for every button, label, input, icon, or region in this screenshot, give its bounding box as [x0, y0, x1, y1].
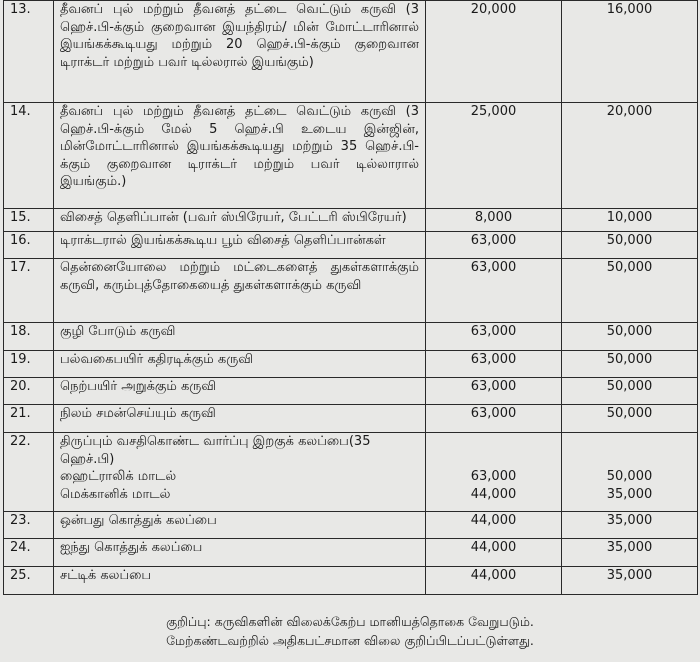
sub-item-label: ஹைட்ராலிக் மாடல்	[60, 469, 177, 484]
row-number: 23.	[4, 512, 54, 539]
subsidy-value: 50,000	[562, 259, 698, 323]
subsidy-value: 16,000	[562, 1, 698, 103]
row-number: 17.	[4, 259, 54, 323]
subsidy-value: 50,000	[562, 405, 698, 433]
subsidy-value: 35,000	[562, 567, 698, 595]
price-value: 63,000	[426, 259, 562, 323]
subsidy-value: 35,000	[562, 539, 698, 567]
item-name: சட்டிக் கலப்பை	[54, 567, 426, 595]
table-row	[4, 1, 698, 103]
subsidy-table	[3, 0, 698, 595]
subsidy-value: 35,000	[606, 486, 653, 502]
price-value: 63,000	[426, 378, 562, 405]
table-row	[4, 405, 698, 433]
subsidy-value: 50,000	[562, 378, 698, 405]
item-name-group	[54, 433, 426, 512]
table-row	[4, 433, 698, 512]
footnote-line: குறிப்பு: கருவிகளின் விலைக்கேற்ப மானியத்தொகை வேறுபடும்.	[166, 614, 534, 629]
subsidy-value: 50,000	[562, 351, 698, 378]
table-row	[4, 103, 698, 209]
table-row	[4, 567, 698, 595]
row-number: 24.	[4, 539, 54, 567]
table-row	[4, 209, 698, 232]
price-values	[426, 433, 562, 512]
table-row	[4, 232, 698, 259]
item-name: நெற்பயிர் அறுக்கும் கருவி	[54, 378, 426, 405]
subsidy-value: 50,000	[562, 232, 698, 259]
table-row	[4, 512, 698, 539]
price-value: 25,000	[426, 103, 562, 209]
item-name: திருப்பும் வசதிகொண்ட வார்ப்பு இறகுக் கலப்பை(35 ஹெச்.பி)	[60, 434, 371, 467]
price-value: 20,000	[426, 1, 562, 103]
row-number: 13.	[4, 1, 54, 103]
row-number: 20.	[4, 378, 54, 405]
price-value: 63,000	[426, 405, 562, 433]
item-name: தீவனப் புல் மற்றும் தீவனத் தட்டை வெட்டும் கருவி (3 ஹெச்.பி-க்கும் மேல் 5 ஹெச்.பி உடைய இன்ஜின், மின்மோட்டாரினால் இயங்கக்கூடியது மற்றும் 35 ஹெச்.பி-க்கும் குறைவான டிராக்டர் மற்றும் பவர் டில்லாரால் இயங்கும்.)	[54, 103, 426, 209]
item-name: நிலம் சமன்செய்யும் கருவி	[54, 405, 426, 433]
price-value: 63,000	[426, 232, 562, 259]
table-row	[4, 259, 698, 323]
item-name: விசைத் தெளிப்பான் (பவர் ஸ்பிரேயர், பேட்டரி ஸ்பிரேயர்)	[54, 209, 426, 232]
item-name: தீவனப் புல் மற்றும் தீவனத் தட்டை வெட்டும் கருவி (3 ஹெச்.பி-க்கும் குறைவான இயந்திரம்/ மின் மோட்டாரினால் இயங்கக்கூடியது மற்றும் 20 ஹெச்.பி-க்கும் குறைவான டிராக்டர் மற்றும் பவர் டில்லரால் இயங்கும்)	[54, 1, 426, 103]
table-row	[4, 539, 698, 567]
subsidy-values	[562, 433, 698, 512]
sub-item-label: மெக்கானிக் மாடல்	[60, 486, 171, 502]
subsidy-value: 35,000	[562, 512, 698, 539]
subsidy-value: 50,000	[562, 323, 698, 351]
price-value: 63,000	[426, 351, 562, 378]
footnote	[0, 612, 700, 650]
row-number: 25.	[4, 567, 54, 595]
row-number: 14.	[4, 103, 54, 209]
table-row	[4, 323, 698, 351]
row-number: 16.	[4, 232, 54, 259]
price-value: 44,000	[426, 539, 562, 567]
price-value: 44,000	[426, 512, 562, 539]
price-value: 44,000	[470, 486, 517, 502]
item-name: டிராக்டரால் இயங்கக்கூடிய பூம் விசைத் தெளிப்பான்கள்	[54, 232, 426, 259]
price-value: 8,000	[426, 209, 562, 232]
item-name: பல்வகைபயிர் கதிரடிக்கும் கருவி	[54, 351, 426, 378]
table-row	[4, 351, 698, 378]
row-number: 15.	[4, 209, 54, 232]
subsidy-value: 10,000	[562, 209, 698, 232]
item-name: தென்னையோலை மற்றும் மட்டைகளைத் துகள்களாக்கும் கருவி, கரும்புத்தோகையைத் துகள்களாக்கும் கருவி	[54, 259, 426, 323]
price-value: 44,000	[426, 567, 562, 595]
row-number: 19.	[4, 351, 54, 378]
price-value: 63,000	[470, 469, 517, 484]
table-row	[4, 378, 698, 405]
item-name: குழி போடும் கருவி	[54, 323, 426, 351]
row-number: 21.	[4, 405, 54, 433]
subsidy-value: 20,000	[562, 103, 698, 209]
item-name: ஒன்பது கொத்துக் கலப்பை	[54, 512, 426, 539]
row-number: 18.	[4, 323, 54, 351]
item-name: ஐந்து கொத்துக் கலப்பை	[54, 539, 426, 567]
price-value: 63,000	[426, 323, 562, 351]
footnote-line: மேற்கண்டவற்றில் அதிகபட்சமான விலை குறிப்பிடப்பட்டுள்ளது.	[166, 633, 534, 648]
subsidy-value: 50,000	[606, 469, 653, 484]
row-number: 22.	[4, 433, 54, 512]
